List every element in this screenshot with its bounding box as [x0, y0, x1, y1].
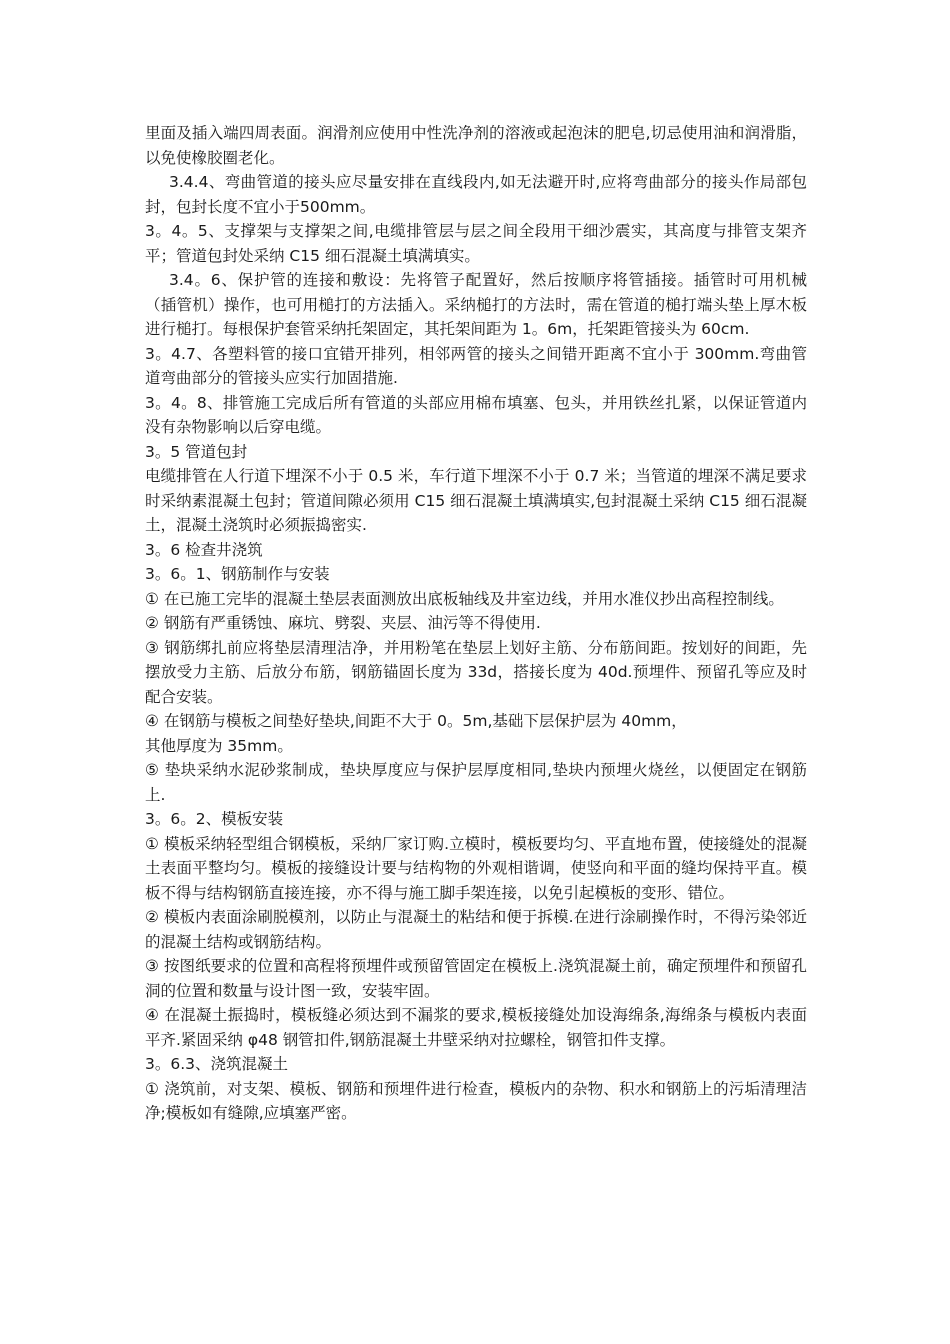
list-item: ③ 钢筋绑扎前应将垫层清理洁净，并用粉笔在垫层上划好主筋、分布筋间距。按划好的间距，先摆放受力主筋、后放分布筋，钢筋锚固长度为 33d，搭接长度为 40d.预埋件、预留孔等应及时配合安装。: [145, 638, 807, 706]
list-item: ③ 按图纸要求的位置和高程将预埋件或预留管固定在模板上.浇筑混凝土前，确定预埋件和预留孔洞的位置和数量与设计图一致，安装牢固。: [145, 957, 807, 1000]
paragraph: 3.4.4、弯曲管道的接头应尽量安排在直线段内,如无法避开时,应将弯曲部分的接头作局部包封，包封长度不宜小于500mm。: [145, 173, 807, 216]
subsection-heading: 3。6。2、模板安装: [145, 810, 284, 828]
paragraph: 3。4.7、各塑料管的接口宜错开排列，相邻两管的接头之间错开距离不宜小于 300mm.弯曲管道弯曲部分的管接头应实行加固措施.: [145, 344, 807, 387]
list-item: ⑤ 垫块采纳水泥砂浆制成，垫块厚度应与保护层厚度相同,垫块内预埋火烧丝，以便固定在钢筋上.: [145, 761, 807, 804]
paragraph: 3。4。8、排管施工完成后所有管道的头部应用棉布填塞、包头，并用铁丝扎紧，以保证管道内没有杂物影响以后穿电缆。: [145, 393, 807, 436]
list-item: ④ 在钢筋与模板之间垫好垫块,间距不大于 0。5m,基础下层保护层为 40mm，: [145, 712, 687, 730]
section-heading: 3。6 检查井浇筑: [145, 540, 263, 559]
list-item: ① 浇筑前，对支架、模板、钢筋和预埋件进行检查，模板内的杂物、积水和钢筋上的污垢清理洁净;模板如有缝隙,应填塞严密。: [145, 1079, 807, 1122]
paragraph: 电缆排管在人行道下埋深不小于 0.5 米，车行道下埋深不小于 0.7 米；当管道的埋深不满足要求时采纳素混凝土包封；管道间隙必须用 C15 细石混凝土填满填实,包封混凝土采纳 C15 细石混凝土，混凝土浇筑时必须振捣密实.: [145, 467, 807, 534]
list-item: ② 模板内表面涂刷脱模剂，以防止与混凝土的粘结和便于拆模.在进行涂刷操作时，不得污染邻近的混凝土结构或钢筋结构。: [145, 908, 807, 951]
list-item: ④ 在混凝土振捣时，模板缝必须达到不漏浆的要求,模板接缝处加设海绵条,海绵条与模板内表面平齐.紧固采纳 φ48 钢管扣件,钢筋混凝土井壁采纳对拉螺栓，钢管扣件支撑。: [145, 1006, 807, 1049]
subsection-heading: 3。6。1、钢筋制作与安装: [145, 565, 330, 583]
list-item-continuation: 其他厚度为 35mm。: [145, 736, 293, 755]
paragraph: 里面及插入端四周表面。润滑剂应使用中性洗净剂的溶液或起泡沫的肥皂,切忌使用油和润滑脂，以免使橡胶圈老化。: [145, 124, 807, 167]
document-body: [145, 121, 807, 1126]
section-heading: 3。5 管道包封: [145, 442, 248, 461]
subsection-heading: 3。6.3、浇筑混凝土: [145, 1055, 289, 1073]
paragraph: 3。4。5、支撑架与支撑架之间,电缆排管层与层之间全段用干细沙震实，其高度与排管支架齐平；管道包封处采纳 C15 细石混凝土填满填实。: [145, 222, 807, 265]
list-item: ① 在已施工完毕的混凝土垫层表面测放出底板轴线及井室边线，并用水准仪抄出高程控制线。: [145, 589, 784, 608]
paragraph: 3.4。6、保护管的连接和敷设：先将管子配置好，然后按顺序将管插接。插管时可用机械（插管机）操作，也可用槌打的方法插入。采纳槌打的方法时，需在管道的槌打端头垫上厚木板进行槌打。每根保护套管采纳托架固定，其托架间距为 1。6m，托架距管接头为 60cm.: [145, 271, 807, 338]
list-item: ② 钢筋有严重锈蚀、麻坑、劈裂、夹层、油污等不得使用.: [145, 614, 541, 632]
list-item: ① 模板采纳轻型组合钢模板，采纳厂家订购.立模时，模板要均匀、平直地布置，使接缝处的混凝土表面平整均匀。模板的接缝设计要与结构物的外观相谐调，使竖向和平面的缝均保持平直。模板不得与结构钢筋直接连接，亦不得与施工脚手架连接，以免引起模板的变形、错位。: [145, 834, 807, 902]
